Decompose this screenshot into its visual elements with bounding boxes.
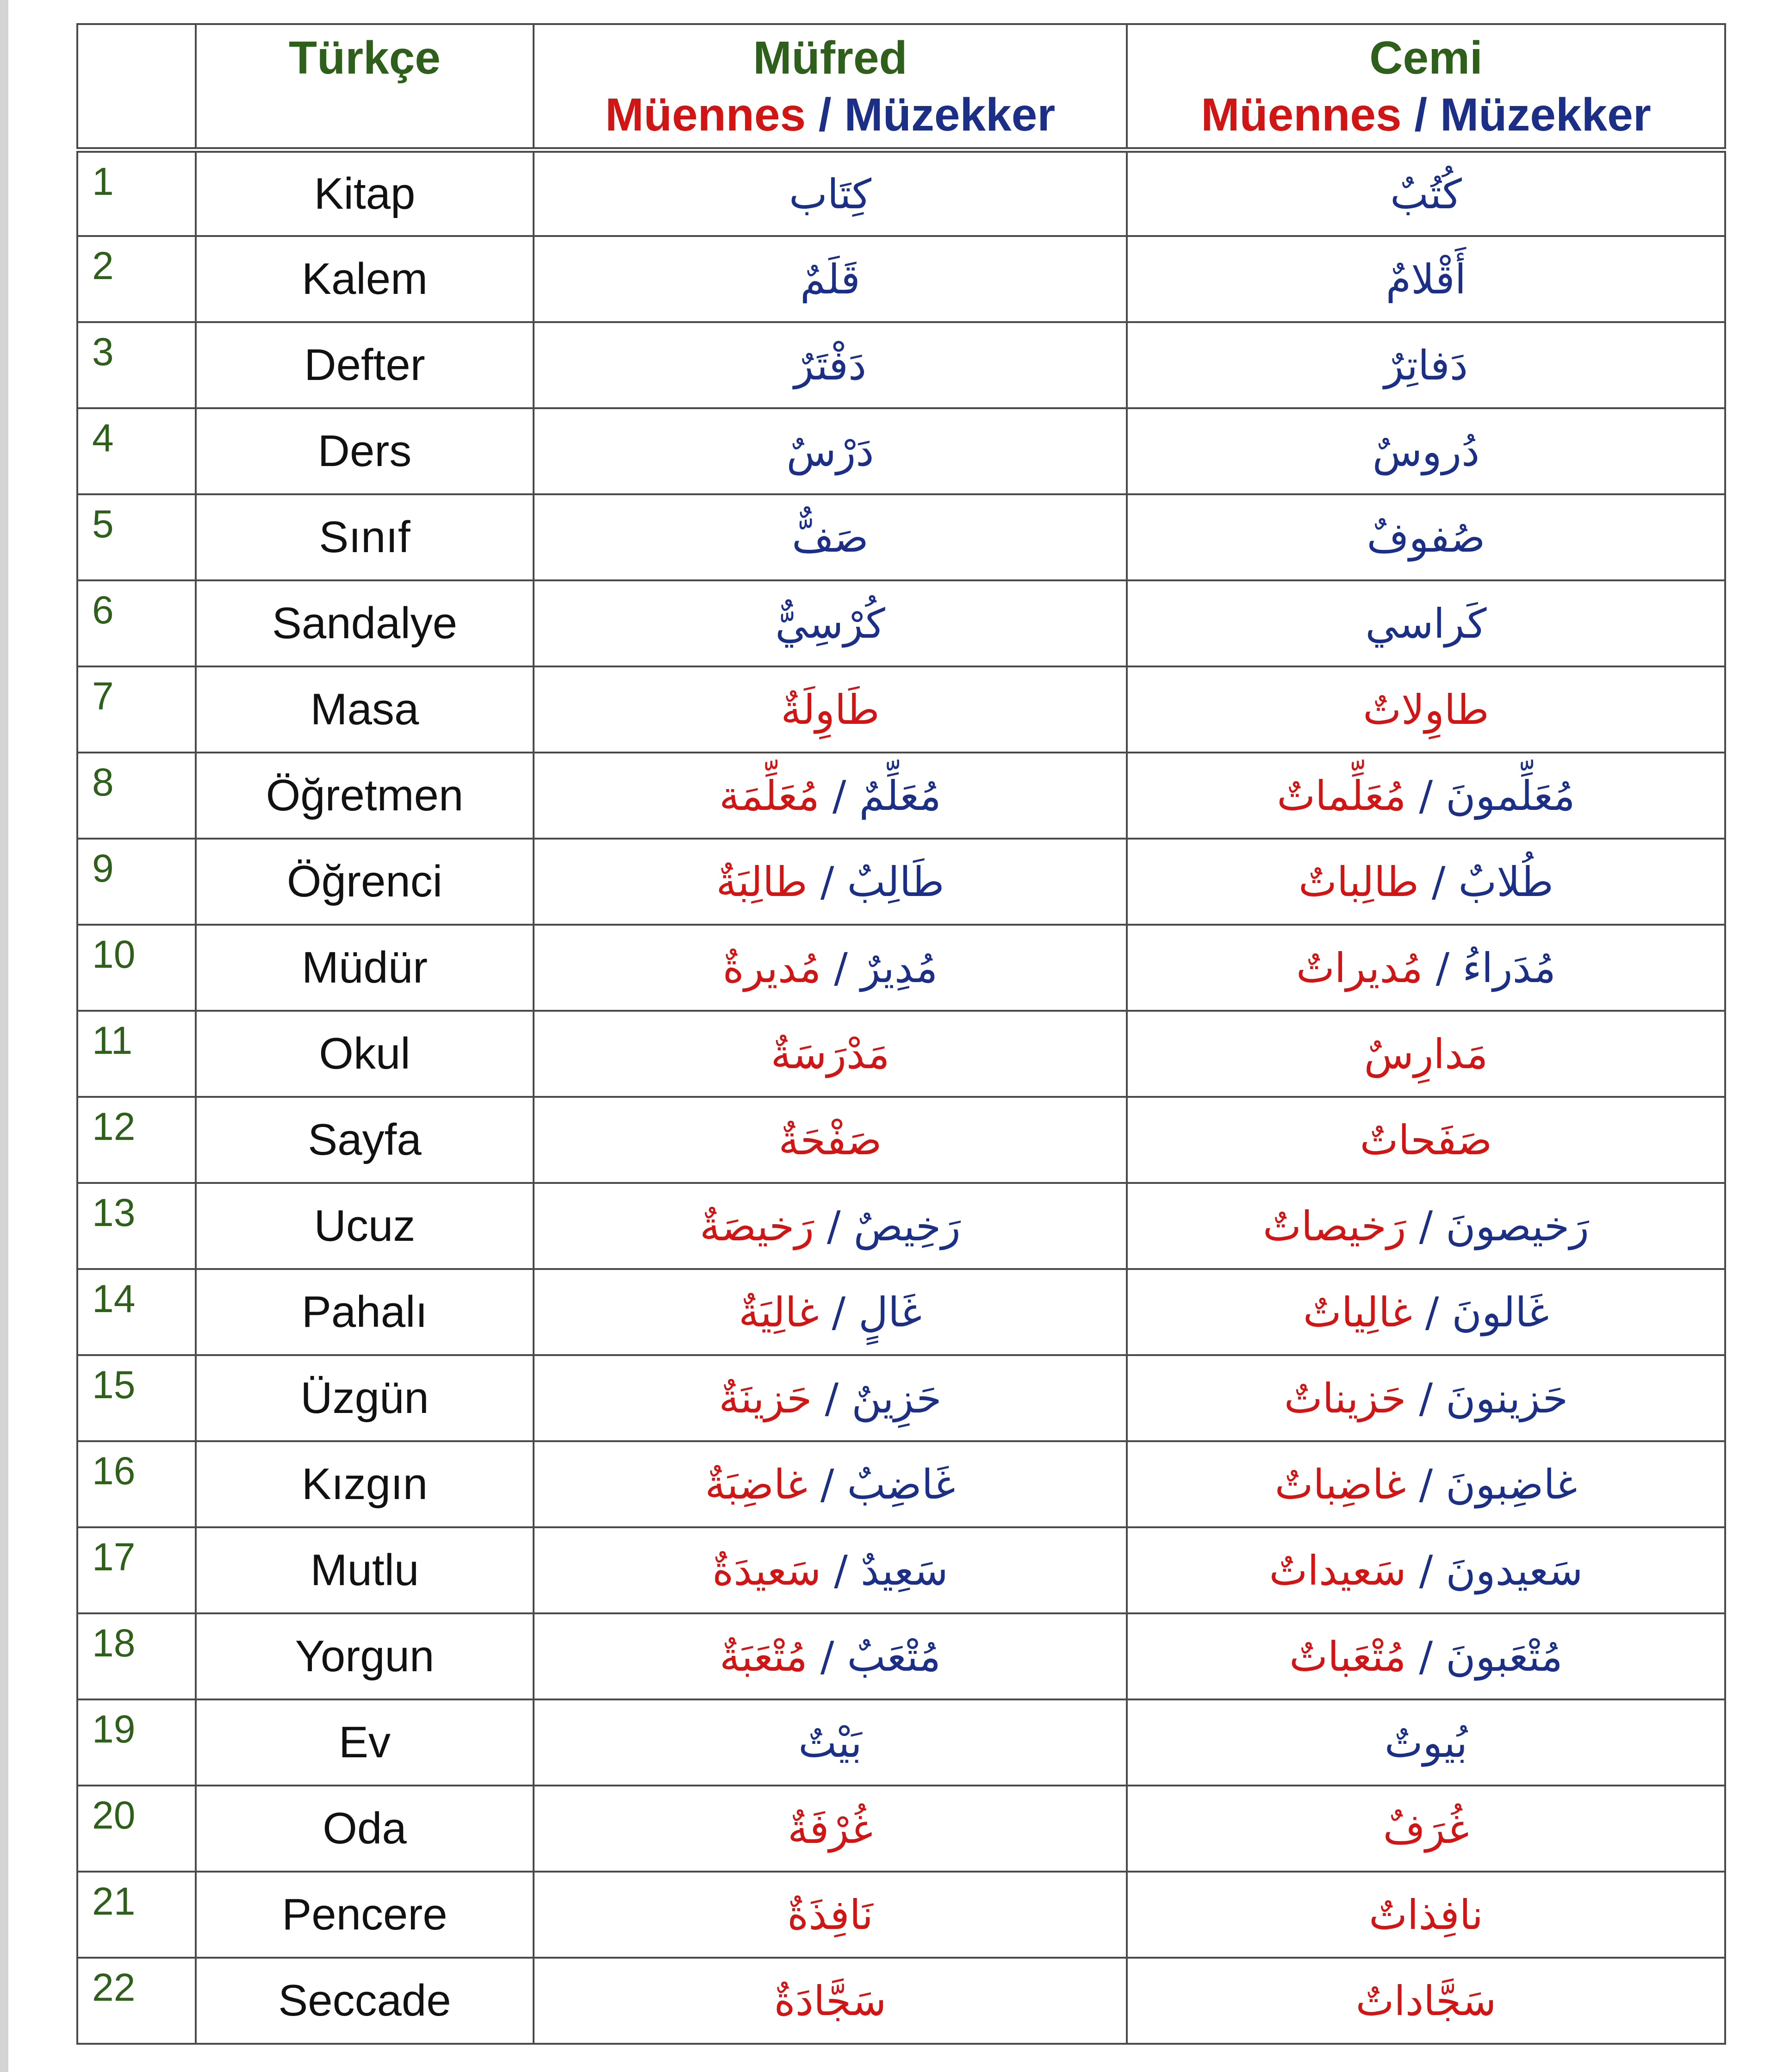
muzekker-word: دَفْتَرٌ (794, 341, 867, 389)
muennes-word: طاوِلاتٌ (1363, 685, 1489, 734)
plural-cell (1127, 1097, 1725, 1183)
row-number: 19 (77, 1699, 196, 1786)
turkish-word: Okul (196, 1011, 534, 1097)
turkish-word: Ucuz (196, 1183, 534, 1269)
table-row (77, 753, 1725, 839)
row-number: 2 (77, 236, 196, 322)
gender-separator: / (827, 1202, 841, 1250)
header-turkce-cell (196, 24, 534, 150)
row-number: 17 (77, 1527, 196, 1613)
muennes-word: رَخيصاتٌ (1263, 1202, 1406, 1250)
turkish-word: Pencere (196, 1872, 534, 1958)
gender-separator: / (1425, 1288, 1439, 1336)
turkish-word: Kızgın (196, 1441, 534, 1527)
row-number: 22 (77, 1958, 196, 2044)
singular-cell (534, 666, 1127, 753)
muzekker-word: قَلَمٌ (800, 255, 860, 303)
turkish-word: Sınıf (196, 494, 534, 580)
muzekker-word: مُعَلِّمٌ (859, 772, 941, 820)
gender-separator: / (1419, 1374, 1433, 1422)
header-slash: / (818, 89, 832, 141)
muennes-word: حَزينَةٌ (719, 1374, 812, 1422)
singular-cell (534, 1269, 1127, 1355)
muzekker-word: سَعيدونَ (1446, 1546, 1583, 1594)
muennes-word: غاضِبَةٌ (705, 1460, 808, 1508)
muzekker-word: رَخِيصٌ (853, 1202, 961, 1250)
muzekker-word: غاضِبونَ (1446, 1460, 1578, 1508)
gender-separator: / (832, 772, 846, 820)
plural-cell (1127, 494, 1725, 580)
header-muzekker-label: Müzekker (844, 89, 1056, 141)
row-number: 21 (77, 1872, 196, 1958)
gender-separator: / (820, 858, 834, 906)
vocabulary-table (76, 23, 1726, 2045)
table-row (77, 1097, 1725, 1183)
singular-cell (534, 753, 1127, 839)
plural-cell (1127, 1527, 1725, 1613)
turkish-word: Pahalı (196, 1269, 534, 1355)
turkish-word: Masa (196, 666, 534, 753)
header-muennes-label: Müennes (605, 89, 806, 141)
muennes-word: نافِذاتٌ (1369, 1891, 1483, 1939)
muennes-word: مَدارِسٌ (1364, 1030, 1488, 1078)
muennes-word: طالِبَةٌ (716, 858, 808, 906)
gender-separator: / (820, 1460, 834, 1508)
muzekker-word: دَرْسٌ (786, 427, 874, 475)
row-number: 18 (77, 1613, 196, 1699)
singular-cell (534, 1355, 1127, 1441)
muennes-word: صَفَحاتٌ (1360, 1116, 1492, 1164)
table-body (77, 150, 1725, 2044)
table-row (77, 1872, 1725, 1958)
turkish-word: Kitap (196, 150, 534, 236)
muennes-word: غُرْفَةٌ (788, 1804, 873, 1853)
muennes-word: نَافِذَةٌ (787, 1891, 873, 1939)
table-row (77, 1183, 1725, 1269)
table-row (77, 1613, 1725, 1699)
turkish-word: Defter (196, 322, 534, 408)
turkish-word: Sandalye (196, 580, 534, 666)
gender-separator: / (1435, 944, 1450, 992)
muennes-word: طالِباتٌ (1299, 858, 1419, 906)
muennes-word: مُعَلِّماتٌ (1277, 772, 1406, 820)
page-margin-strip (0, 0, 8, 2072)
muennes-word: رَخيصَةٌ (700, 1202, 814, 1250)
muzekker-word: رَخيصونَ (1446, 1202, 1589, 1250)
row-number: 10 (77, 925, 196, 1011)
gender-separator: / (1419, 1632, 1433, 1680)
singular-cell (534, 1011, 1127, 1097)
muennes-word: سَعيدَةٌ (712, 1546, 821, 1594)
singular-cell (534, 322, 1127, 408)
plural-cell (1127, 1355, 1725, 1441)
plural-cell (1127, 666, 1725, 753)
muzekker-word: طَالِبٌ (847, 858, 944, 906)
row-number: 4 (77, 408, 196, 494)
muennes-word: مُتْعَبَةٌ (719, 1632, 808, 1680)
muennes-word: غالِياتٌ (1303, 1288, 1412, 1336)
muzekker-word: غَالٍ (858, 1288, 922, 1336)
muzekker-word: مُعَلِّمونَ (1446, 772, 1575, 820)
plural-cell (1127, 1872, 1725, 1958)
singular-cell (534, 925, 1127, 1011)
row-number: 5 (77, 494, 196, 580)
row-number: 1 (77, 150, 196, 236)
row-number: 11 (77, 1011, 196, 1097)
plural-cell (1127, 1183, 1725, 1269)
muzekker-word: بَيْتٌ (798, 1718, 862, 1767)
muennes-word: غُرَفٌ (1383, 1804, 1469, 1853)
plural-cell (1127, 322, 1725, 408)
singular-cell (534, 1958, 1127, 2044)
gender-separator: / (1419, 1202, 1433, 1250)
singular-cell (534, 1527, 1127, 1613)
turkish-word: Seccade (196, 1958, 534, 2044)
muzekker-word: حَزينونَ (1446, 1374, 1568, 1422)
plural-cell (1127, 753, 1725, 839)
plural-cell (1127, 1958, 1725, 2044)
muzekker-word: كَراسي (1365, 599, 1487, 647)
singular-cell (534, 1183, 1127, 1269)
table-row (77, 839, 1725, 925)
plural-cell (1127, 408, 1725, 494)
table-row (77, 580, 1725, 666)
document-page (8, 0, 1777, 2072)
muennes-word: سَجَّادَةٌ (774, 1977, 887, 2025)
header-slash: / (1414, 89, 1428, 141)
muzekker-word: مُدِيرٌ (860, 944, 938, 992)
muzekker-word: دَفاتِرٌ (1384, 341, 1468, 389)
gender-separator: / (1419, 1460, 1433, 1508)
turkish-word: Üzgün (196, 1355, 534, 1441)
header-cemi-cell (1127, 24, 1725, 150)
turkish-word: Mutlu (196, 1527, 534, 1613)
header-mufred: Müfred (753, 32, 907, 84)
gender-separator: / (820, 1632, 834, 1680)
table-header-row (77, 24, 1725, 150)
header-number-cell (77, 24, 196, 150)
muzekker-word: بُيوتٌ (1384, 1718, 1468, 1767)
turkish-word: Müdür (196, 925, 534, 1011)
singular-cell (534, 1613, 1127, 1699)
turkish-word: Sayfa (196, 1097, 534, 1183)
turkish-word: Öğretmen (196, 753, 534, 839)
table-row (77, 925, 1725, 1011)
muennes-word: صَفْحَةٌ (778, 1116, 882, 1164)
singular-cell (534, 1699, 1127, 1786)
singular-cell (534, 839, 1127, 925)
gender-separator: / (1419, 1546, 1433, 1594)
plural-cell (1127, 1441, 1725, 1527)
row-number: 12 (77, 1097, 196, 1183)
muennes-word: غالِيَةٌ (739, 1288, 819, 1336)
row-number: 14 (77, 1269, 196, 1355)
table-row (77, 1699, 1725, 1786)
plural-cell (1127, 1699, 1725, 1786)
table-row (77, 1527, 1725, 1613)
muzekker-word: غَالونَ (1452, 1288, 1549, 1336)
muzekker-word: مُتْعَبونَ (1446, 1632, 1563, 1680)
plural-cell (1127, 236, 1725, 322)
muzekker-word: كُتُبٌ (1390, 170, 1462, 218)
plural-cell (1127, 925, 1725, 1011)
row-number: 8 (77, 753, 196, 839)
turkish-word: Ders (196, 408, 534, 494)
singular-cell (534, 1441, 1127, 1527)
header-cemi-gender (1128, 85, 1724, 144)
gender-separator: / (832, 1288, 846, 1336)
plural-cell (1127, 1786, 1725, 1872)
muennes-word: مُعَلِّمَة (719, 772, 820, 820)
gender-separator: / (834, 1546, 848, 1594)
plural-cell (1127, 1269, 1725, 1355)
singular-cell (534, 150, 1127, 236)
header-muennes-label: Müennes (1201, 89, 1402, 141)
muennes-word: سَجَّاداتٌ (1355, 1977, 1497, 2025)
row-number: 6 (77, 580, 196, 666)
plural-cell (1127, 580, 1725, 666)
header-mufred-gender (534, 85, 1126, 144)
muzekker-word: طُلابٌ (1458, 858, 1553, 906)
singular-cell (534, 580, 1127, 666)
row-number: 13 (77, 1183, 196, 1269)
muennes-word: مَدْرَسَةٌ (770, 1030, 890, 1078)
muzekker-word: غَاضِبٌ (847, 1460, 956, 1508)
turkish-word: Kalem (196, 236, 534, 322)
muzekker-word: أَقْلامٌ (1386, 255, 1466, 303)
table-row (77, 1269, 1725, 1355)
singular-cell (534, 1097, 1127, 1183)
table-row (77, 1011, 1725, 1097)
singular-cell (534, 408, 1127, 494)
gender-separator: / (825, 1374, 839, 1422)
table-row (77, 666, 1725, 753)
row-number: 3 (77, 322, 196, 408)
muennes-word: غاضِباتٌ (1274, 1460, 1406, 1508)
muzekker-word: مُتْعَبٌ (847, 1632, 941, 1680)
table-row (77, 1355, 1725, 1441)
gender-separator: / (834, 944, 848, 992)
muzekker-word: حَزِينٌ (851, 1374, 942, 1422)
turkish-word: Öğrenci (196, 839, 534, 925)
table-row (77, 322, 1725, 408)
table-row (77, 236, 1725, 322)
table-row (77, 1441, 1725, 1527)
muennes-word: حَزيناتٌ (1284, 1374, 1406, 1422)
muzekker-word: دُروسٌ (1372, 427, 1480, 475)
table-row (77, 408, 1725, 494)
muennes-word: مُتْعَباتٌ (1289, 1632, 1406, 1680)
table-row (77, 150, 1725, 236)
table-row (77, 1958, 1725, 2044)
singular-cell (534, 494, 1127, 580)
muzekker-word: صُفوفٌ (1367, 513, 1485, 561)
turkish-word: Yorgun (196, 1613, 534, 1699)
singular-cell (534, 236, 1127, 322)
row-number: 9 (77, 839, 196, 925)
header-turkce: Türkçe (289, 32, 441, 84)
muzekker-word: مُدَراءُ (1462, 944, 1556, 992)
turkish-word: Oda (196, 1786, 534, 1872)
singular-cell (534, 1786, 1127, 1872)
header-mufred-cell (534, 24, 1127, 150)
muzekker-word: صَفٌّ (792, 513, 869, 561)
gender-separator: / (1431, 858, 1446, 906)
muzekker-word: كُرْسِيٌّ (775, 599, 885, 647)
singular-cell (534, 1872, 1127, 1958)
muennes-word: مُديراتٌ (1296, 944, 1423, 992)
plural-cell (1127, 839, 1725, 925)
plural-cell (1127, 1011, 1725, 1097)
muzekker-word: سَعِيدٌ (860, 1546, 948, 1594)
turkish-word: Ev (196, 1699, 534, 1786)
row-number: 20 (77, 1786, 196, 1872)
row-number: 15 (77, 1355, 196, 1441)
header-muzekker-label: Müzekker (1440, 89, 1651, 141)
plural-cell (1127, 1613, 1725, 1699)
plural-cell (1127, 150, 1725, 236)
muzekker-word: كِتَاب (789, 170, 872, 218)
table-row (77, 494, 1725, 580)
table-row (77, 1786, 1725, 1872)
gender-separator: / (1419, 772, 1433, 820)
muennes-word: سَعيداتٌ (1269, 1546, 1406, 1594)
row-number: 7 (77, 666, 196, 753)
header-cemi: Cemi (1369, 32, 1483, 84)
row-number: 16 (77, 1441, 196, 1527)
muennes-word: طَاوِلَةٌ (781, 685, 880, 734)
muennes-word: مُديرةٌ (722, 944, 821, 992)
